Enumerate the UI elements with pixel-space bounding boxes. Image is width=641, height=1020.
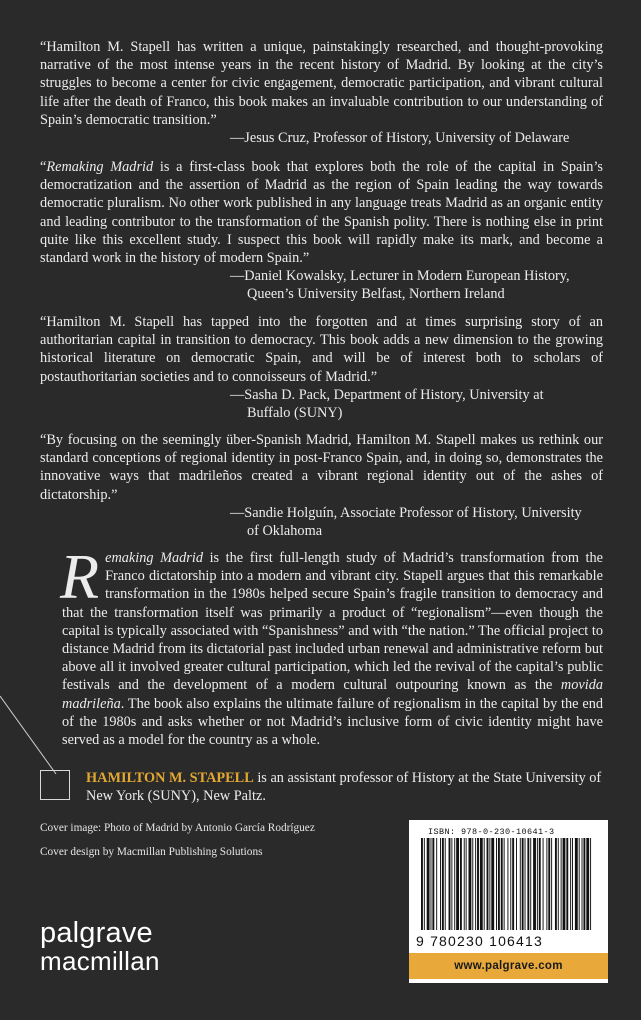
barcode-bar xyxy=(520,838,521,930)
quote-attribution-cont: Queen’s University Belfast, Northern Ireland xyxy=(247,286,505,303)
quote-attribution: —Sasha D. Pack, Department of History, University at xyxy=(230,386,544,403)
description-text xyxy=(60,541,603,749)
author-name: HAMILTON M. STAPELL xyxy=(86,770,254,786)
author-bio-text: is an assistant professor of History at the State University of New York (SUNY), New Paltz. xyxy=(86,770,602,805)
barcode-bar xyxy=(469,838,472,930)
quote-attribution: —Sandie Holguín, Associate Professor of History, University xyxy=(230,504,582,521)
barcode-bar xyxy=(424,838,425,930)
barcode-bar xyxy=(575,838,578,930)
quote-text xyxy=(40,158,603,267)
barcode-bar xyxy=(516,838,517,930)
barcode-bar xyxy=(548,838,550,930)
quote-attribution-cont: of Oklahoma xyxy=(247,523,323,540)
barcode-number: 9 780230 106413 xyxy=(416,933,543,949)
cover-image-credit: Cover image: Photo of Madrid by Antonio García Rodríguez xyxy=(40,822,315,834)
barcode-bar xyxy=(436,838,437,930)
barcode-bar xyxy=(525,838,526,930)
barcode-bar xyxy=(496,838,497,930)
barcode-bar xyxy=(583,838,585,930)
barcode-bar xyxy=(543,838,544,930)
quote-attribution-cont: Buffalo (SUNY) xyxy=(247,405,343,422)
quote-attribution: —Jesus Cruz, Professor of History, University of Delaware xyxy=(230,130,570,147)
barcode-bar xyxy=(432,838,434,930)
barcode-bar xyxy=(431,838,432,930)
barcode-bar xyxy=(522,838,524,930)
barcode-bar xyxy=(501,838,503,930)
cover-design-credit: Cover design by Macmillan Publishing Solutions xyxy=(40,846,263,858)
quote-body: is a first-class book that explores both the role of the capital in Spain’s democratization and the assertion of Madrid as the region of Spain leading the way towards democratic pluralism. No other work published in any language treats Madrid as an organic entity and leading contributor to the transformation of the Spanish polity. There is nothing else in print quite like this excellent study. I suspect this book will rapidly make its mark, and become a standard work in the history of modern Spain.” xyxy=(40,159,603,267)
barcode-bar xyxy=(484,838,485,930)
movida-italic: movida madrileña xyxy=(62,677,603,712)
barcode-bar xyxy=(451,838,452,930)
publisher-logo-line-1: palgrave xyxy=(40,917,153,949)
drop-cap: R xyxy=(60,541,100,612)
quote-text: “Hamilton M. Stapell has written a unique, painstakingly researched, and thought-provoking narrative of the most intense years in the recent history of Madrid. By looking at the city’s struggles to become a center for civic engagement, democratic participation, and vibrant cultural life after the death of Franco, this book makes an invaluable contribution to our understanding of Spain’s democratic transition.” xyxy=(40,39,603,128)
barcode-bar xyxy=(570,838,571,930)
barcode-bar xyxy=(445,838,446,930)
barcode-bar xyxy=(582,838,583,930)
quote-text: “By focusing on the seemingly über-Spanish Madrid, Hamilton M. Stapell makes us rethink our standard conceptions of regional identity in post-Franco Spain, and, in doing so, demonstrates the innovative ways that madrileños created a vibrant regional identity out of the ashes of dictatorship.” xyxy=(40,432,603,503)
barcode-bar xyxy=(464,838,465,930)
publisher-url: www.palgrave.com xyxy=(409,953,608,979)
review-quote-3 xyxy=(40,313,603,422)
barcode-bar xyxy=(475,838,476,930)
barcode-bar xyxy=(487,838,489,930)
barcode-bar xyxy=(477,838,479,930)
barcode-bar xyxy=(590,838,591,930)
quote-text: “Hamilton M. Stapell has tapped into the forgotten and at times surprising story of an authoritarian capital in transition to democracy. This book adds a new dimension to the growing historical literature on democratic Spain, and will be of interest both to scholars of postauthoritarian societies and to connoisseurs of Madrid.” xyxy=(40,314,603,385)
barcode-bar xyxy=(546,838,547,930)
barcode-bar xyxy=(491,838,494,930)
barcode-bar xyxy=(555,838,557,930)
publisher-logo xyxy=(40,918,160,975)
quote-attribution: —Daniel Kowalsky, Lecturer in Modern European History, xyxy=(230,268,570,285)
barcode-bar xyxy=(579,838,580,930)
review-quote-2 xyxy=(40,158,603,304)
barcode-bar xyxy=(533,838,536,930)
description-part-1: is the first full-length study of Madrid’s transformation from the Franco dictatorship into a modern and vibrant city. Stapell argues that this remarkable transformation in the 1980s helped secure Spain’s fragile transition to democracy and that the transformation itself was primarily a product of “regionalism”—even though the capital is typically associated with “Spanishness” and with “the nation.” The official project to distance Madrid from its dictatorial past included urban renewal and administrative reform but above all it involved greater cultural participation, which led the revival of the capital’s public festivals and the development of a modern cultural outpouring known as the xyxy=(62,550,603,694)
barcode-bar xyxy=(440,838,441,930)
barcode-bar xyxy=(512,838,514,930)
barcode-bar xyxy=(489,838,490,930)
description-part-2: . The book also explains the ultimate failure of regionalism in the capital by the end of the 1980s and asks whether or not Madrid’s inclusive form of civic identity might have served as a model for the country as a whole. xyxy=(62,695,603,749)
publisher-logo-line-2: macmillan xyxy=(40,946,160,976)
barcode-bar xyxy=(572,838,573,930)
barcode-bar xyxy=(466,838,467,930)
barcode-bar xyxy=(558,838,559,930)
book-description xyxy=(60,541,603,749)
barcode-bar xyxy=(449,838,451,930)
barcode-bar xyxy=(480,838,483,930)
book-title-italic: emaking Madrid xyxy=(105,550,203,566)
barcode-bar xyxy=(456,838,459,930)
barcode-bar xyxy=(563,838,566,930)
barcode-bar xyxy=(586,838,589,930)
barcode-bar xyxy=(510,838,511,930)
barcode-bar xyxy=(472,838,473,930)
quote-open-mark: “ xyxy=(40,159,47,175)
isbn-label: ISBN: 978-0-230-10641-3 xyxy=(428,827,555,837)
barcode-bar xyxy=(551,838,552,930)
book-title-italic: Remaking Madrid xyxy=(46,159,154,175)
review-quote-1 xyxy=(40,38,603,147)
author-bio xyxy=(86,769,606,805)
barcode-bars xyxy=(421,838,593,932)
barcode-bar xyxy=(530,838,531,930)
barcode-bar xyxy=(537,838,538,930)
barcode-bar xyxy=(566,838,568,930)
barcode-bar xyxy=(498,838,500,930)
barcode-bar xyxy=(460,838,462,930)
review-quote-4 xyxy=(40,431,603,540)
barcode-bar xyxy=(527,838,529,930)
barcode-bar xyxy=(504,838,505,930)
barcode-bar xyxy=(442,838,444,930)
barcode-bar xyxy=(427,838,430,930)
author-square-icon xyxy=(40,770,70,800)
barcode-bar xyxy=(507,838,508,930)
barcode-bar xyxy=(561,838,562,930)
barcode-bar xyxy=(539,838,541,930)
barcode-bar xyxy=(421,838,423,930)
barcode-bar xyxy=(454,838,455,930)
